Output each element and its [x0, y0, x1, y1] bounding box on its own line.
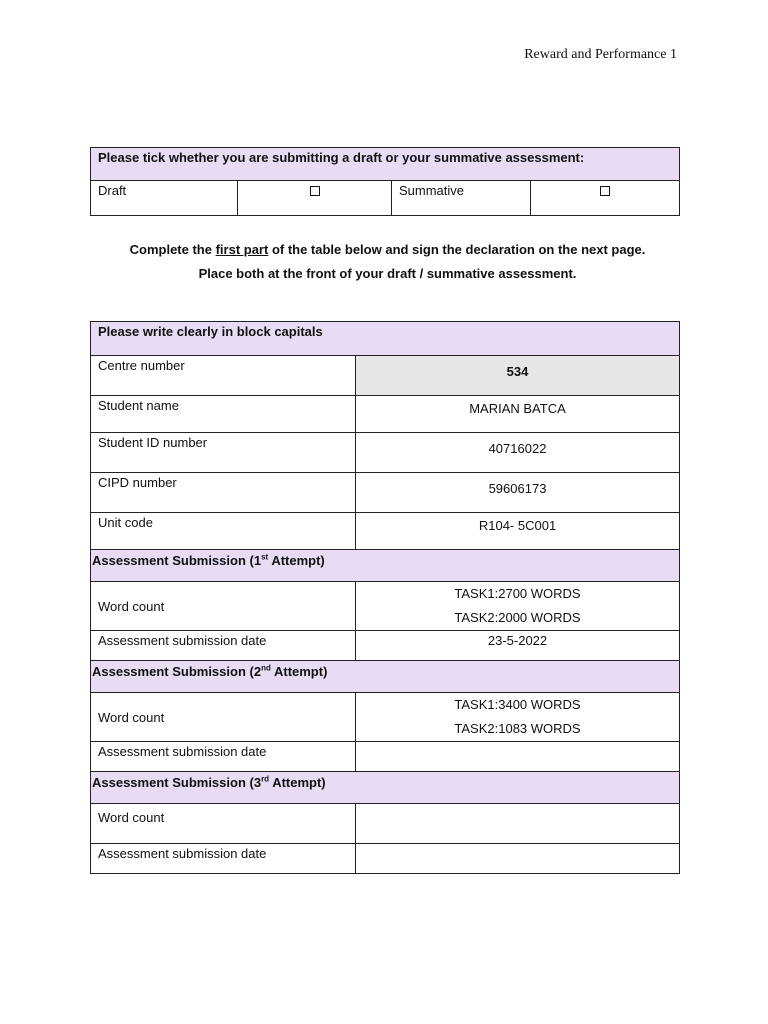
attempt-1-title [91, 550, 680, 582]
attempt-1-word-count-label: Word count [91, 582, 356, 631]
summative-checkbox[interactable] [600, 186, 610, 196]
attempt-3-title-suffix: Attempt) [269, 775, 326, 790]
submission-type-heading: Please tick whether you are submitting a draft or your summative assessment: [91, 148, 680, 181]
instruction-suffix: of the table below and sign the declaration on the next page. [268, 242, 646, 257]
attempt-1-title-suffix: Attempt) [268, 553, 325, 568]
instruction-line-1 [90, 238, 685, 262]
attempt-3-title [91, 772, 680, 804]
centre-number-label: Centre number [91, 356, 356, 396]
attempt-2-word-count-line-2: TASK2:1083 WORDS [454, 721, 581, 736]
attempt-2-title-suffix: Attempt) [270, 664, 328, 679]
attempt-1-ordinal: st [261, 552, 269, 562]
attempt-3-word-count-value[interactable] [356, 804, 680, 844]
attempt-2-word-count-label: Word count [91, 693, 356, 742]
attempt-2-word-count-value[interactable] [356, 693, 680, 742]
instruction-prefix: Complete the [129, 242, 216, 257]
attempt-3-word-count-label: Word count [91, 804, 356, 844]
attempt-1-date-value[interactable]: 23-5-2022 [356, 631, 680, 661]
unit-code-value[interactable]: R104- 5C001 [356, 513, 680, 550]
attempt-2-ordinal: nd [261, 663, 271, 673]
details-heading: Please write clearly in block capitals [91, 322, 680, 356]
cipd-number-label: CIPD number [91, 473, 356, 513]
centre-number-value[interactable]: 534 [356, 356, 680, 396]
cipd-number-value[interactable]: 59606173 [356, 473, 680, 513]
attempt-1-word-count-line-2: TASK2:2000 WORDS [454, 610, 581, 625]
attempt-1-word-count-value[interactable] [356, 582, 680, 631]
attempt-2-title-prefix: Assessment Submission (2 [92, 664, 262, 679]
student-id-value[interactable]: 40716022 [356, 433, 680, 473]
draft-checkbox-cell[interactable] [238, 181, 392, 216]
attempt-1-title-prefix: Assessment Submission (1 [92, 553, 262, 568]
attempt-3-date-label: Assessment submission date [91, 844, 356, 874]
attempt-2-title [91, 661, 680, 693]
student-details-table [90, 321, 680, 874]
attempt-3-ordinal: rd [261, 774, 270, 784]
attempt-2-word-count-line-1: TASK1:3400 WORDS [454, 697, 581, 712]
student-name-label: Student name [91, 396, 356, 433]
attempt-1-date-label: Assessment submission date [91, 631, 356, 661]
attempt-3-date-value[interactable] [356, 844, 680, 874]
attempt-3-title-prefix: Assessment Submission (3 [92, 775, 262, 790]
running-head: Reward and Performance 1 [524, 47, 677, 62]
student-id-label: Student ID number [91, 433, 356, 473]
summative-checkbox-cell[interactable] [531, 181, 680, 216]
unit-code-label: Unit code [91, 513, 356, 550]
attempt-2-date-label: Assessment submission date [91, 742, 356, 772]
student-name-value[interactable]: MARIAN BATCA [356, 396, 680, 433]
summative-label: Summative [392, 181, 531, 216]
attempt-2-date-value[interactable] [356, 742, 680, 772]
submission-type-table [90, 147, 680, 216]
attempt-1-word-count-line-1: TASK1:2700 WORDS [454, 586, 581, 601]
instructions [90, 238, 685, 286]
instruction-underlined: first part [215, 242, 269, 257]
draft-checkbox[interactable] [310, 186, 320, 196]
instruction-line-2: Place both at the front of your draft / summative assessment. [198, 266, 577, 281]
draft-label: Draft [91, 181, 238, 216]
